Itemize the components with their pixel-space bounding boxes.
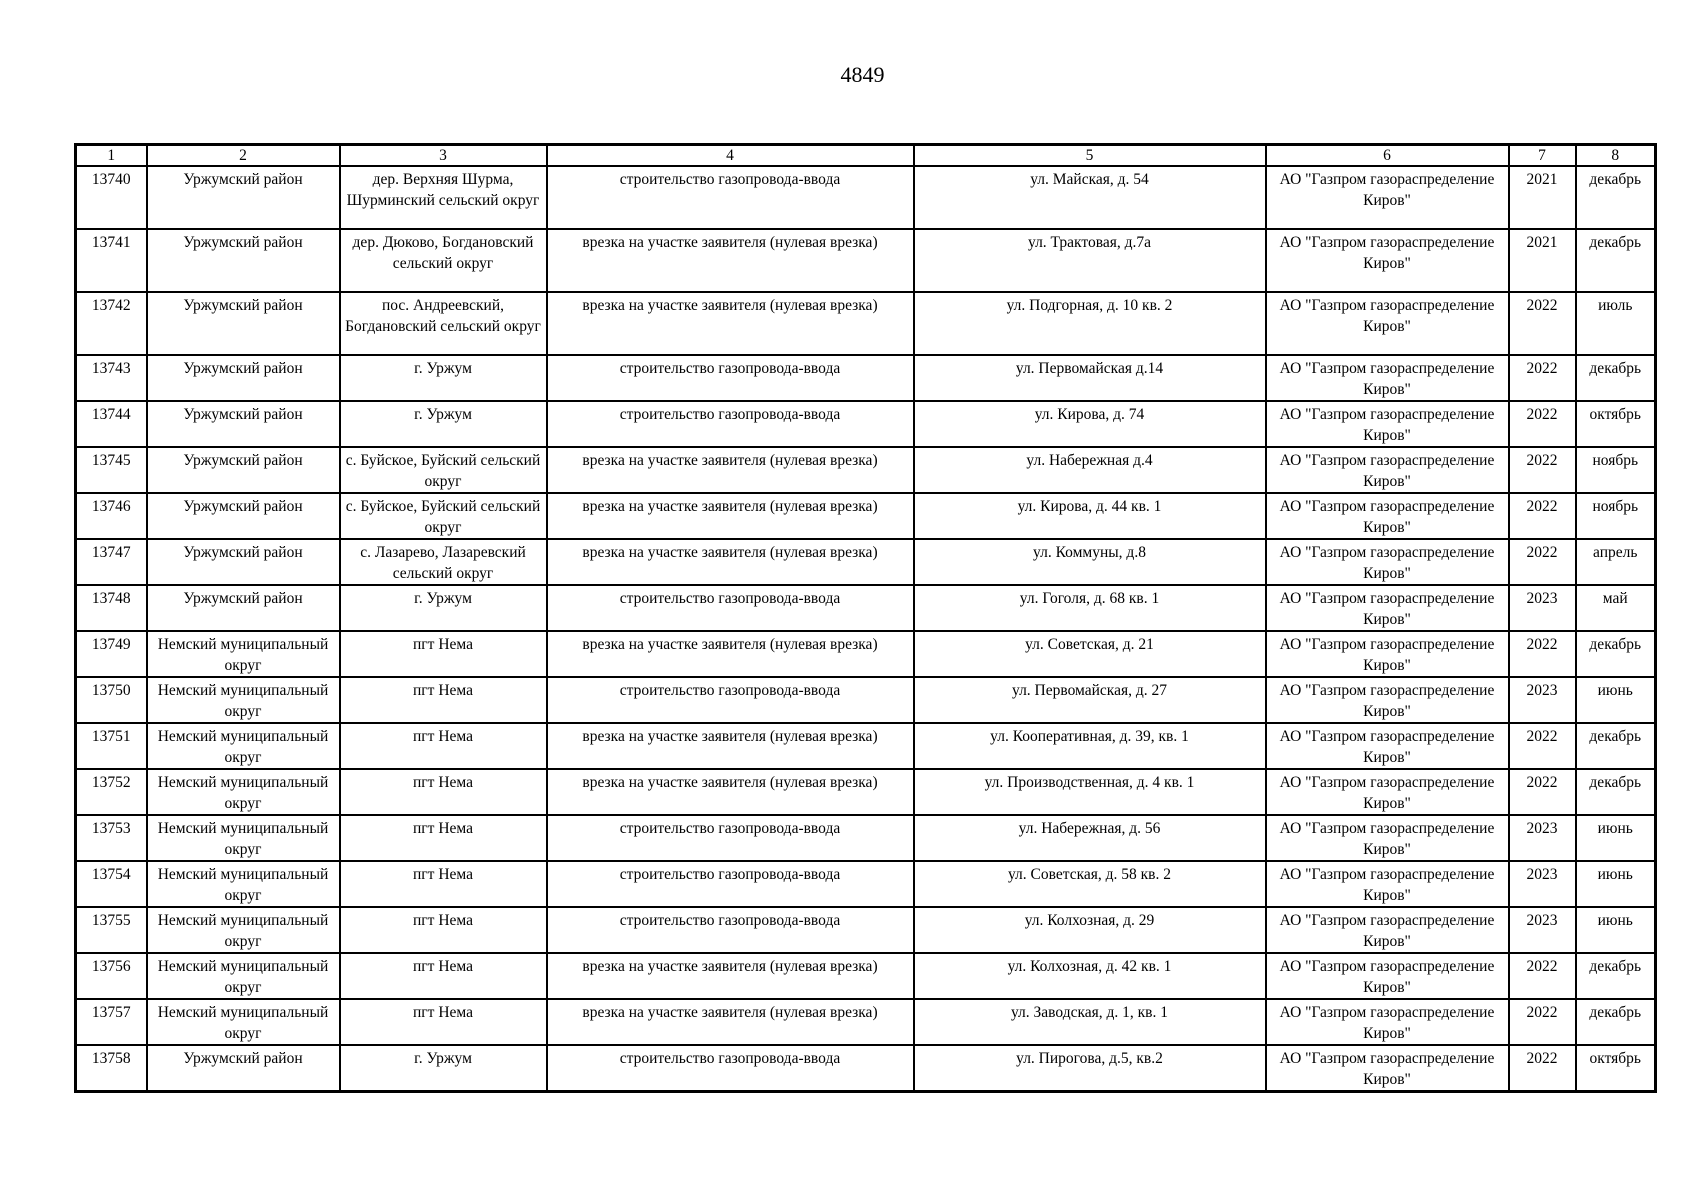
cell-work-type: строительство газопровода-ввода	[547, 166, 914, 229]
table-row	[76, 355, 1656, 401]
cell-month: июль	[1576, 292, 1656, 355]
column-header: 4	[547, 145, 914, 167]
cell-year: 2022	[1509, 355, 1576, 401]
cell-locality: г. Уржум	[340, 1045, 547, 1092]
table-row	[76, 166, 1656, 229]
column-header: 7	[1509, 145, 1576, 167]
cell-number: 13755	[76, 907, 147, 953]
cell-address: ул. Первомайская д.14	[914, 355, 1266, 401]
cell-district: Уржумский район	[147, 1045, 340, 1092]
cell-work-type: врезка на участке заявителя (нулевая врезка)	[547, 493, 914, 539]
cell-district: Уржумский район	[147, 447, 340, 493]
cell-number: 13748	[76, 585, 147, 631]
table-row	[76, 815, 1656, 861]
cell-work-type: врезка на участке заявителя (нулевая врезка)	[547, 723, 914, 769]
cell-year: 2022	[1509, 631, 1576, 677]
cell-address: ул. Советская, д. 58 кв. 2	[914, 861, 1266, 907]
cell-district: Немский муниципальный округ	[147, 631, 340, 677]
cell-district: Уржумский район	[147, 585, 340, 631]
table-row	[76, 723, 1656, 769]
cell-month: июнь	[1576, 907, 1656, 953]
cell-locality: г. Уржум	[340, 401, 547, 447]
cell-year: 2023	[1509, 907, 1576, 953]
cell-district: Немский муниципальный округ	[147, 677, 340, 723]
cell-locality: пгт Нема	[340, 999, 547, 1045]
cell-month: май	[1576, 585, 1656, 631]
cell-year: 2022	[1509, 292, 1576, 355]
cell-address: ул. Гоголя, д. 68 кв. 1	[914, 585, 1266, 631]
cell-locality: пгт Нема	[340, 677, 547, 723]
cell-month: декабрь	[1576, 229, 1656, 292]
table-row	[76, 539, 1656, 585]
cell-district: Уржумский район	[147, 166, 340, 229]
cell-year: 2022	[1509, 447, 1576, 493]
cell-address: ул. Советская, д. 21	[914, 631, 1266, 677]
cell-locality: дер. Дюково, Богдановский сельский округ	[340, 229, 547, 292]
cell-number: 13752	[76, 769, 147, 815]
cell-work-type: врезка на участке заявителя (нулевая врезка)	[547, 999, 914, 1045]
cell-work-type: врезка на участке заявителя (нулевая врезка)	[547, 539, 914, 585]
table-row	[76, 861, 1656, 907]
cell-address: ул. Заводская, д. 1, кв. 1	[914, 999, 1266, 1045]
cell-address: ул. Кооперативная, д. 39, кв. 1	[914, 723, 1266, 769]
cell-organization: АО "Газпром газораспределение Киров"	[1266, 1045, 1509, 1092]
cell-organization: АО "Газпром газораспределение Киров"	[1266, 585, 1509, 631]
table-row	[76, 769, 1656, 815]
table-row	[76, 229, 1656, 292]
cell-number: 13751	[76, 723, 147, 769]
cell-address: ул. Коммуны, д.8	[914, 539, 1266, 585]
cell-number: 13746	[76, 493, 147, 539]
data-table	[74, 143, 1657, 1093]
cell-district: Уржумский район	[147, 229, 340, 292]
cell-month: декабрь	[1576, 166, 1656, 229]
cell-number: 13753	[76, 815, 147, 861]
table-row	[76, 907, 1656, 953]
cell-locality: пгт Нема	[340, 723, 547, 769]
cell-organization: АО "Газпром газораспределение Киров"	[1266, 447, 1509, 493]
cell-address: ул. Производственная, д. 4 кв. 1	[914, 769, 1266, 815]
table-row	[76, 953, 1656, 999]
cell-district: Уржумский район	[147, 493, 340, 539]
cell-month: июнь	[1576, 815, 1656, 861]
cell-district: Немский муниципальный округ	[147, 815, 340, 861]
cell-month: декабрь	[1576, 631, 1656, 677]
cell-address: ул. Колхозная, д. 42 кв. 1	[914, 953, 1266, 999]
cell-locality: пос. Андреевский, Богдановский сельский округ	[340, 292, 547, 355]
cell-month: октябрь	[1576, 1045, 1656, 1092]
cell-year: 2021	[1509, 229, 1576, 292]
cell-year: 2022	[1509, 539, 1576, 585]
cell-organization: АО "Газпром газораспределение Киров"	[1266, 999, 1509, 1045]
cell-month: декабрь	[1576, 355, 1656, 401]
cell-year: 2022	[1509, 723, 1576, 769]
cell-district: Немский муниципальный округ	[147, 907, 340, 953]
cell-month: декабрь	[1576, 999, 1656, 1045]
cell-number: 13744	[76, 401, 147, 447]
cell-work-type: строительство газопровода-ввода	[547, 585, 914, 631]
column-header: 6	[1266, 145, 1509, 167]
table-row	[76, 631, 1656, 677]
cell-number: 13750	[76, 677, 147, 723]
cell-work-type: строительство газопровода-ввода	[547, 401, 914, 447]
header-row	[76, 145, 1656, 167]
cell-address: ул. Подгорная, д. 10 кв. 2	[914, 292, 1266, 355]
cell-work-type: строительство газопровода-ввода	[547, 1045, 914, 1092]
cell-address: ул. Трактовая, д.7а	[914, 229, 1266, 292]
cell-month: июнь	[1576, 861, 1656, 907]
cell-number: 13749	[76, 631, 147, 677]
cell-organization: АО "Газпром газораспределение Киров"	[1266, 861, 1509, 907]
cell-organization: АО "Газпром газораспределение Киров"	[1266, 769, 1509, 815]
cell-organization: АО "Газпром газораспределение Киров"	[1266, 631, 1509, 677]
cell-district: Уржумский район	[147, 355, 340, 401]
cell-year: 2023	[1509, 861, 1576, 907]
cell-year: 2021	[1509, 166, 1576, 229]
cell-month: декабрь	[1576, 953, 1656, 999]
cell-organization: АО "Газпром газораспределение Киров"	[1266, 677, 1509, 723]
cell-address: ул. Пирогова, д.5, кв.2	[914, 1045, 1266, 1092]
cell-month: июнь	[1576, 677, 1656, 723]
cell-year: 2023	[1509, 677, 1576, 723]
cell-district: Уржумский район	[147, 292, 340, 355]
cell-month: ноябрь	[1576, 493, 1656, 539]
table-row	[76, 677, 1656, 723]
cell-work-type: врезка на участке заявителя (нулевая врезка)	[547, 229, 914, 292]
cell-locality: г. Уржум	[340, 355, 547, 401]
table-row	[76, 493, 1656, 539]
cell-year: 2022	[1509, 493, 1576, 539]
cell-work-type: строительство газопровода-ввода	[547, 677, 914, 723]
column-header: 8	[1576, 145, 1656, 167]
cell-locality: дер. Верхняя Шурма, Шурминский сельский округ	[340, 166, 547, 229]
cell-number: 13756	[76, 953, 147, 999]
cell-work-type: строительство газопровода-ввода	[547, 907, 914, 953]
cell-work-type: врезка на участке заявителя (нулевая врезка)	[547, 769, 914, 815]
cell-locality: пгт Нема	[340, 953, 547, 999]
cell-work-type: врезка на участке заявителя (нулевая врезка)	[547, 292, 914, 355]
cell-address: ул. Кирова, д. 44 кв. 1	[914, 493, 1266, 539]
cell-district: Уржумский район	[147, 401, 340, 447]
cell-number: 13754	[76, 861, 147, 907]
table-row	[76, 292, 1656, 355]
cell-district: Немский муниципальный округ	[147, 861, 340, 907]
column-header: 5	[914, 145, 1266, 167]
cell-year: 2022	[1509, 1045, 1576, 1092]
cell-address: ул. Колхозная, д. 29	[914, 907, 1266, 953]
cell-work-type: строительство газопровода-ввода	[547, 815, 914, 861]
column-header: 1	[76, 145, 147, 167]
cell-address: ул. Набережная д.4	[914, 447, 1266, 493]
cell-month: октябрь	[1576, 401, 1656, 447]
cell-locality: с. Буйское, Буйский сельский округ	[340, 493, 547, 539]
column-header: 2	[147, 145, 340, 167]
cell-year: 2023	[1509, 585, 1576, 631]
cell-month: декабрь	[1576, 723, 1656, 769]
cell-locality: с. Буйское, Буйский сельский округ	[340, 447, 547, 493]
cell-number: 13742	[76, 292, 147, 355]
table-row	[76, 401, 1656, 447]
cell-number: 13757	[76, 999, 147, 1045]
cell-year: 2022	[1509, 401, 1576, 447]
cell-organization: АО "Газпром газораспределение Киров"	[1266, 493, 1509, 539]
column-header: 3	[340, 145, 547, 167]
cell-district: Немский муниципальный округ	[147, 769, 340, 815]
cell-year: 2022	[1509, 953, 1576, 999]
cell-district: Немский муниципальный округ	[147, 999, 340, 1045]
cell-organization: АО "Газпром газораспределение Киров"	[1266, 723, 1509, 769]
cell-work-type: врезка на участке заявителя (нулевая врезка)	[547, 631, 914, 677]
cell-organization: АО "Газпром газораспределение Киров"	[1266, 815, 1509, 861]
cell-locality: пгт Нема	[340, 861, 547, 907]
cell-month: апрель	[1576, 539, 1656, 585]
cell-organization: АО "Газпром газораспределение Киров"	[1266, 292, 1509, 355]
cell-address: ул. Майская, д. 54	[914, 166, 1266, 229]
cell-organization: АО "Газпром газораспределение Киров"	[1266, 539, 1509, 585]
cell-locality: г. Уржум	[340, 585, 547, 631]
cell-year: 2022	[1509, 999, 1576, 1045]
cell-number: 13745	[76, 447, 147, 493]
cell-month: ноябрь	[1576, 447, 1656, 493]
cell-locality: пгт Нема	[340, 769, 547, 815]
table-row	[76, 585, 1656, 631]
cell-locality: пгт Нема	[340, 907, 547, 953]
cell-address: ул. Первомайская, д. 27	[914, 677, 1266, 723]
cell-year: 2022	[1509, 769, 1576, 815]
cell-organization: АО "Газпром газораспределение Киров"	[1266, 953, 1509, 999]
table-row	[76, 447, 1656, 493]
cell-number: 13758	[76, 1045, 147, 1092]
cell-organization: АО "Газпром газораспределение Киров"	[1266, 907, 1509, 953]
table-row	[76, 1045, 1656, 1092]
cell-locality: пгт Нема	[340, 631, 547, 677]
cell-number: 13747	[76, 539, 147, 585]
table-row	[76, 999, 1656, 1045]
cell-number: 13740	[76, 166, 147, 229]
cell-month: декабрь	[1576, 769, 1656, 815]
cell-number: 13743	[76, 355, 147, 401]
cell-work-type: врезка на участке заявителя (нулевая врезка)	[547, 447, 914, 493]
cell-locality: пгт Нема	[340, 815, 547, 861]
cell-year: 2023	[1509, 815, 1576, 861]
cell-organization: АО "Газпром газораспределение Киров"	[1266, 229, 1509, 292]
cell-district: Немский муниципальный округ	[147, 953, 340, 999]
page-number: 4849	[840, 62, 885, 87]
cell-district: Немский муниципальный округ	[147, 723, 340, 769]
cell-work-type: строительство газопровода-ввода	[547, 355, 914, 401]
cell-district: Уржумский район	[147, 539, 340, 585]
cell-work-type: строительство газопровода-ввода	[547, 861, 914, 907]
cell-organization: АО "Газпром газораспределение Киров"	[1266, 401, 1509, 447]
cell-organization: АО "Газпром газораспределение Киров"	[1266, 355, 1509, 401]
cell-organization: АО "Газпром газораспределение Киров"	[1266, 166, 1509, 229]
cell-address: ул. Кирова, д. 74	[914, 401, 1266, 447]
cell-number: 13741	[76, 229, 147, 292]
cell-work-type: врезка на участке заявителя (нулевая врезка)	[547, 953, 914, 999]
cell-locality: с. Лазарево, Лазаревский сельский округ	[340, 539, 547, 585]
cell-address: ул. Набережная, д. 56	[914, 815, 1266, 861]
